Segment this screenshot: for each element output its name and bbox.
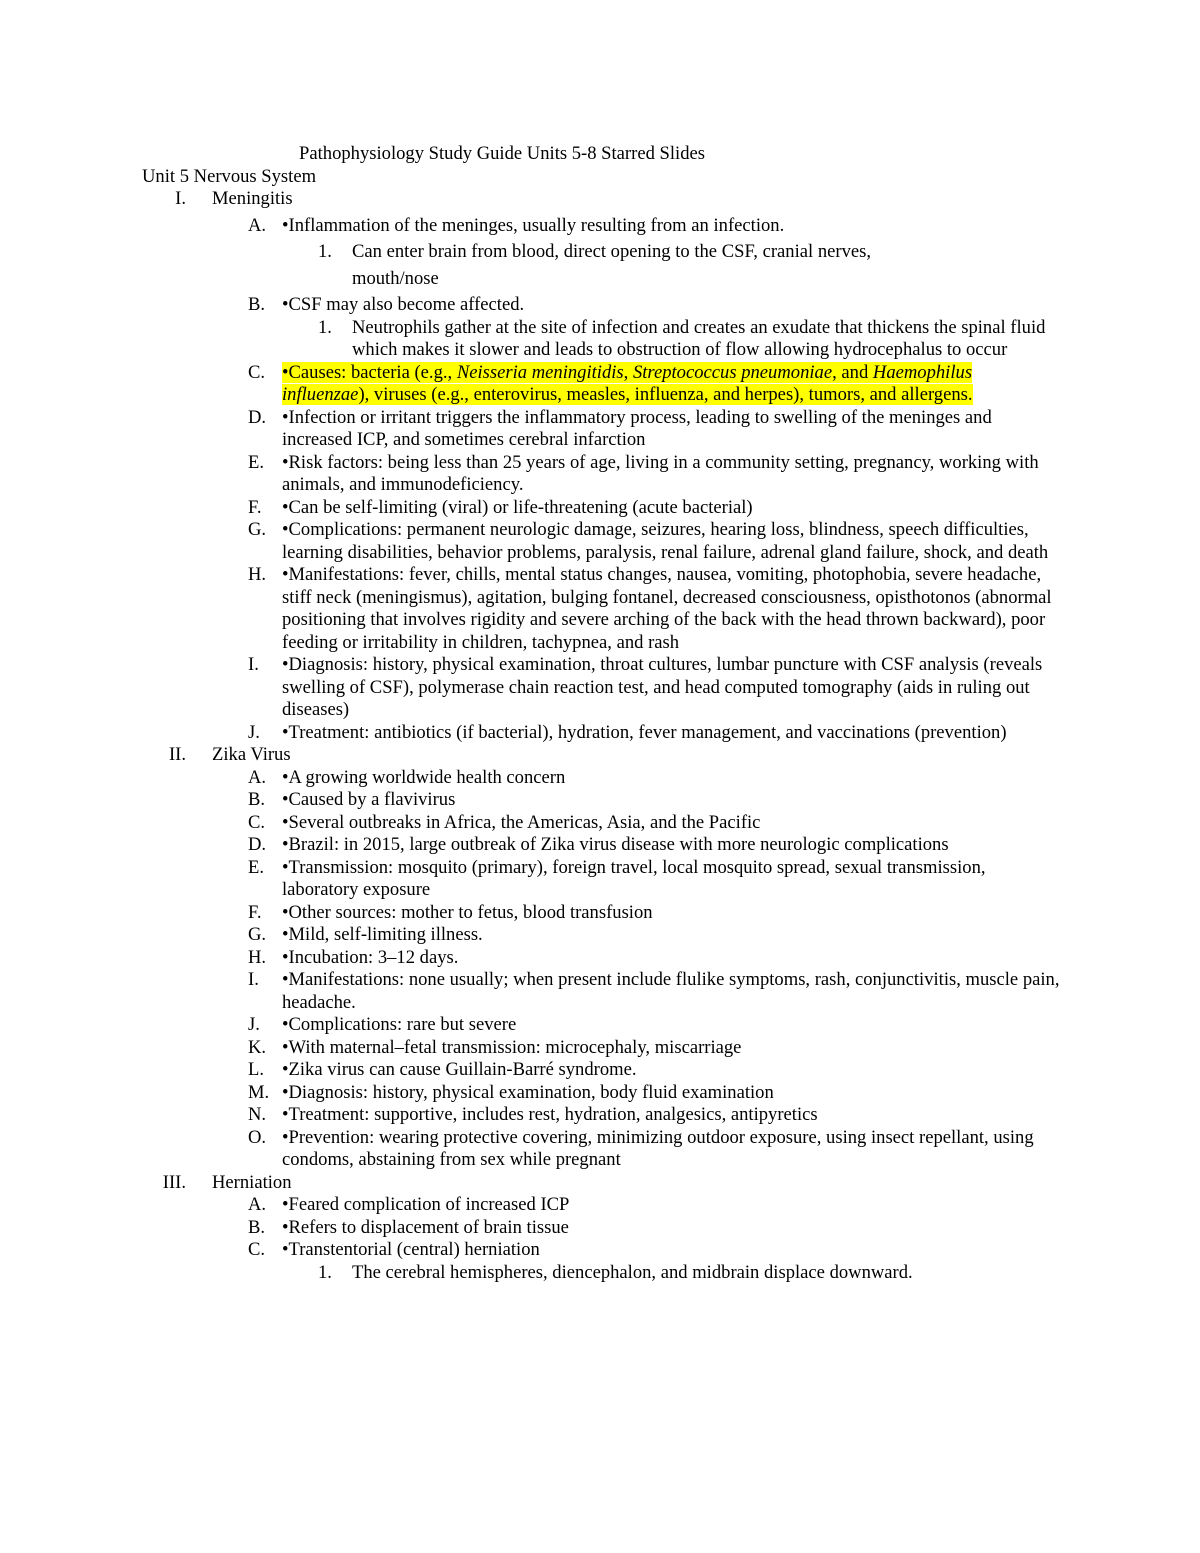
list-item [142, 969, 1062, 1014]
item-text: •Treatment: antibiotics (if bacterial), hydration, fever management, and vaccinations (prevention) [282, 721, 1007, 743]
item-text: •Risk factors: being less than 25 years of age, living in a community setting, pregnancy, working with animals, and immunodeficiency. [282, 451, 1039, 495]
item-marker: 1. [318, 241, 332, 262]
list-item [142, 497, 1062, 520]
item-marker: J. [248, 1014, 260, 1035]
list-item [142, 294, 1062, 317]
item-text: •Infection or irritant triggers the inflammatory process, leading to swelling of the meninges and increased ICP, and sometimes cerebral infarction [282, 406, 992, 450]
list-item [142, 1059, 1062, 1082]
unit-heading: Unit 5 Nervous System [142, 165, 317, 187]
list-item [142, 268, 1062, 291]
item-text: •Incubation: 3–12 days. [282, 946, 459, 968]
item-text: Can enter brain from blood, direct opening to the CSF, cranial nerves, [352, 241, 871, 262]
item-text: •Diagnosis: history, physical examination, body fluid examination [282, 1081, 774, 1103]
item-marker: 1. [318, 1261, 332, 1283]
item-text: •With maternal–fetal transmission: microcephaly, miscarriage [282, 1036, 742, 1058]
list-item [142, 654, 1062, 722]
item-marker: N. [248, 1104, 267, 1125]
item-text: •Transtentorial (central) herniation [282, 1239, 540, 1260]
item-text: •Brazil: in 2015, large outbreak of Zika virus disease with more neurologic complications [282, 834, 949, 855]
item-text: •Prevention: wearing protective covering, minimizing outdoor exposure, using insect repellant, using condoms, abstaining from sex while pregnant [282, 1126, 1034, 1170]
item-text: mouth/nose [352, 267, 439, 289]
list-item-highlighted [142, 362, 1062, 407]
section-title: Meningitis [212, 188, 293, 209]
section-numeral: I. [175, 188, 186, 209]
list-item [142, 407, 1062, 452]
section-heading [142, 188, 1062, 211]
item-marker: E. [248, 856, 265, 878]
list-item [142, 902, 1062, 925]
section-title: Herniation [212, 1171, 292, 1193]
document-body [142, 143, 1062, 1284]
list-item [142, 947, 1062, 970]
list-item [142, 789, 1062, 812]
section-heading [142, 1172, 1062, 1195]
item-marker: J. [248, 721, 260, 743]
item-marker: L. [248, 1059, 265, 1080]
item-marker: B. [248, 294, 266, 315]
page-title: Pathophysiology Study Guide Units 5-8 Starred Slides [299, 143, 705, 164]
item-text: Neutrophils gather at the site of infection and creates an exudate that thickens the spinal fluid which makes it slower and leads to obstruction of flow allowing hydrocephalus to occur [352, 316, 1046, 360]
item-marker: H. [248, 946, 267, 968]
item-text: •Transmission: mosquito (primary), foreign travel, local mosquito spread, sexual transmission, laboratory exposure [282, 856, 986, 900]
list-item [142, 1194, 1062, 1217]
organism-name: Neisseria meningitidis [456, 361, 624, 383]
item-marker: C. [248, 1239, 266, 1260]
item-marker: O. [248, 1126, 267, 1148]
list-item [142, 241, 1062, 264]
item-marker: 1. [318, 316, 332, 338]
item-text: •Manifestations: fever, chills, mental status changes, nausea, vomiting, photophobia, severe headache, stiff neck (meningismus), agitation, bulging fontanel, decreased consciousness, opisthotonos (abnormal positioning that involves rigidity and severe arching of the back with the head thrown backward), poor feeding or irritability in children, tachypnea, and rash [282, 564, 1052, 653]
item-marker: B. [248, 1216, 266, 1238]
item-marker: H. [248, 564, 267, 585]
item-text: •Refers to displacement of brain tissue [282, 1216, 569, 1238]
item-text: •Manifestations: none usually; when present include flulike symptoms, rash, conjunctivitis, muscle pain, headache. [282, 969, 1060, 1013]
item-text: •Feared complication of increased ICP [282, 1194, 570, 1215]
item-marker: A. [248, 766, 267, 788]
item-marker: G. [248, 519, 267, 540]
item-marker: D. [248, 834, 267, 855]
section-heading [142, 744, 1062, 767]
item-marker: K. [248, 1036, 267, 1058]
item-text: •Complications: permanent neurologic damage, seizures, hearing loss, blindness, speech difficulties, learning disabilities, behavior problems, paralysis, renal failure, adrenal gland failure, shock, and death [282, 519, 1049, 563]
list-item [142, 1217, 1062, 1240]
item-marker: E. [248, 451, 265, 473]
list-item [142, 1104, 1062, 1127]
item-marker: D. [248, 406, 267, 428]
list-item [142, 1127, 1062, 1172]
item-text: •Complications: rare but severe [282, 1014, 517, 1035]
organism-name: Haemophilus influenzae [282, 361, 973, 405]
item-text: •Other sources: mother to fetus, blood transfusion [282, 901, 653, 923]
item-marker: M. [248, 1081, 270, 1103]
list-item [142, 924, 1062, 947]
list-item [142, 452, 1062, 497]
list-item [142, 767, 1062, 790]
section-numeral: III. [162, 1171, 186, 1193]
list-item [142, 317, 1062, 362]
list-item [142, 564, 1062, 654]
highlighted-text: •Causes: bacteria (e.g., Neisseria meningitidis, Streptococcus pneumoniae, and Haemophilus influenzae), viruses (e.g., enterovirus, measles, influenza, and herpes), tumors, and allergens. [282, 361, 973, 405]
item-marker: F. [248, 901, 262, 923]
item-text: •Inflammation of the meninges, usually resulting from an infection. [282, 214, 785, 236]
item-marker: A. [248, 214, 267, 236]
item-marker: F. [248, 496, 262, 518]
list-item [142, 1014, 1062, 1037]
item-text: •Zika virus can cause Guillain-Barré syndrome. [282, 1059, 637, 1080]
item-text: •Mild, self-limiting illness. [282, 924, 483, 945]
item-text: •Diagnosis: history, physical examination, throat cultures, lumbar puncture with CSF analysis (reveals swelling of CSF), polymerase chain reaction test, and head computed tomography (aids in ruling out diseases) [282, 654, 1043, 720]
item-marker: B. [248, 789, 266, 810]
item-text: •A growing worldwide health concern [282, 766, 566, 788]
item-text: •Caused by a flavivirus [282, 789, 456, 810]
organism-name: Streptococcus pneumoniae [632, 361, 833, 383]
item-marker: I. [248, 654, 259, 675]
list-item [142, 1037, 1062, 1060]
list-item [142, 1262, 1062, 1285]
list-item [142, 1082, 1062, 1105]
list-item [142, 519, 1062, 564]
item-marker: C. [248, 811, 266, 833]
list-item [142, 215, 1062, 238]
section-title: Zika Virus [212, 744, 291, 765]
item-marker: A. [248, 1194, 267, 1215]
list-item [142, 1239, 1062, 1262]
item-marker: C. [248, 361, 266, 383]
item-text: The cerebral hemispheres, diencephalon, and midbrain displace downward. [352, 1261, 913, 1283]
item-marker: I. [248, 969, 259, 990]
list-item [142, 834, 1062, 857]
item-marker: G. [248, 924, 267, 945]
item-text: •CSF may also become affected. [282, 294, 525, 315]
list-item [142, 812, 1062, 835]
item-text: •Several outbreaks in Africa, the Americas, Asia, and the Pacific [282, 811, 761, 833]
section-numeral: II. [168, 744, 186, 765]
item-text: •Treatment: supportive, includes rest, hydration, analgesics, antipyretics [282, 1104, 818, 1125]
list-item [142, 857, 1062, 902]
list-item [142, 722, 1062, 745]
item-text: •Can be self-limiting (viral) or life-threatening (acute bacterial) [282, 496, 753, 518]
